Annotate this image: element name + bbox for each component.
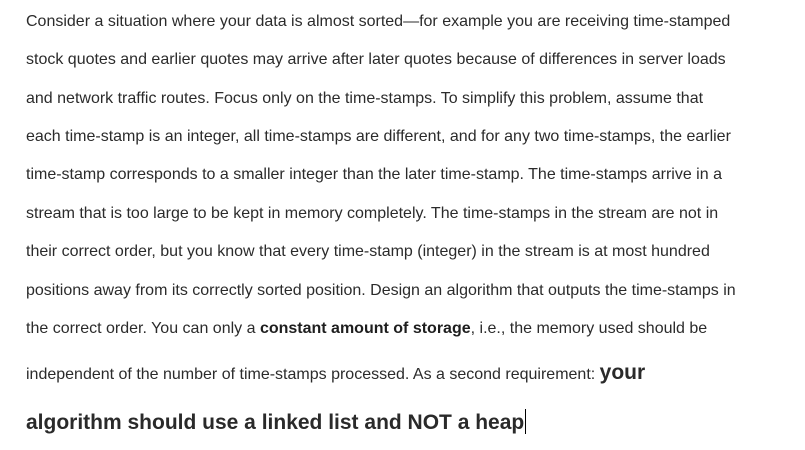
paragraph-line-6: stream that is too large to be kept in memory completely. The time-stamps in the stream are not in bbox=[26, 205, 719, 222]
line-10-text-before: independent of the number of time-stamps processed. As a second requirement: bbox=[26, 366, 600, 383]
line-9-text-before: the correct order. You can only a bbox=[26, 320, 260, 337]
constant-storage-bold: constant amount of storage bbox=[259, 320, 471, 337]
paragraph-line-9 bbox=[26, 319, 707, 339]
paragraph-line-3: and network traffic routes. Focus only on the time-stamps. To simplify this problem, assume that bbox=[26, 90, 704, 107]
requirement-bold-start: your bbox=[599, 361, 646, 384]
paragraph-line-7: their correct order, but you know that every time-stamp (integer) in the stream is at most hundred bbox=[26, 243, 710, 260]
paragraph-line-10 bbox=[26, 363, 645, 385]
text-cursor bbox=[525, 409, 526, 434]
requirement-bold-line bbox=[26, 409, 526, 436]
paragraph-line-5: time-stamp corresponds to a smaller integer than the later time-stamp. The time-stamps arrive in a bbox=[26, 166, 722, 183]
paragraph-line-4: each time-stamp is an integer, all time-stamps are different, and for any two time-stamps, the earlier bbox=[26, 128, 731, 145]
paragraph-line-8: positions away from its correctly sorted position. Design an algorithm that outputs the time-stamps in bbox=[26, 282, 736, 299]
paragraph-line-1: Consider a situation where your data is almost sorted—for example you are receiving time-stamped bbox=[26, 13, 731, 30]
requirement-bold-text: algorithm should use a linked list and NOT a heap bbox=[26, 411, 525, 434]
paragraph-line-2: stock quotes and earlier quotes may arrive after later quotes because of differences in server loads bbox=[26, 51, 726, 68]
line-9-text-after: , i.e., the memory used should be bbox=[470, 320, 708, 337]
